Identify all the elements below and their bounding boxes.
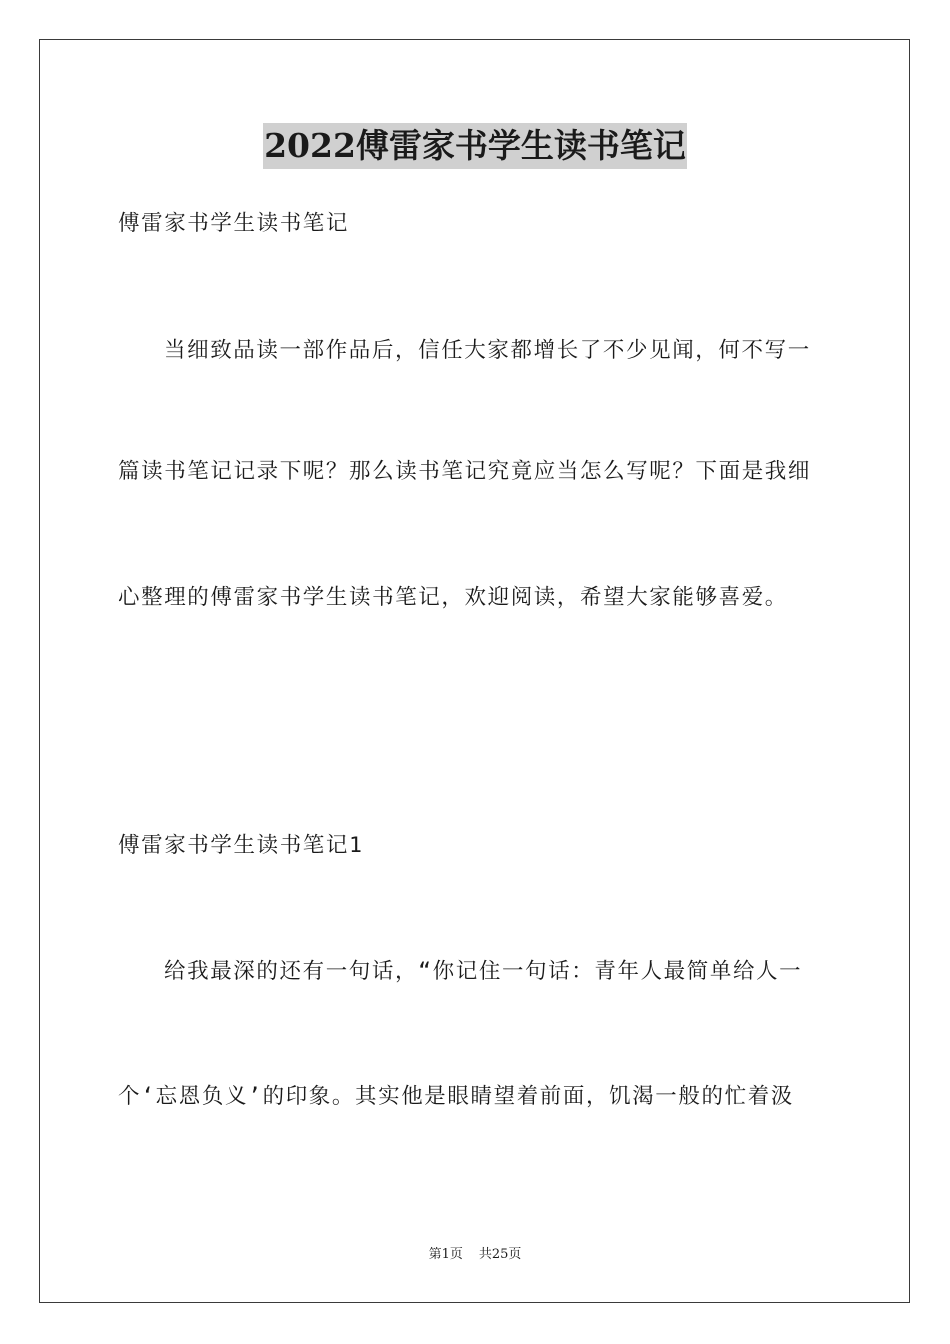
paragraph-line: 心整理的傅雷家书学生读书笔记，欢迎阅读，希望大家能够喜爱。 [118, 585, 788, 610]
paragraph-line: 当细致品读一部作品后，信任大家都增长了不少见闻，何不写一 [164, 338, 811, 363]
section-heading-1: 傅雷家书学生读书笔记1 [118, 833, 364, 858]
paragraph-line: 给我最深的还有一句话，“你记住一句话：青年人最简单给人一 [164, 959, 803, 984]
page-total: 共25页 [478, 1247, 522, 1262]
page-number: 第1页 [428, 1247, 463, 1262]
page-footer [0, 1246, 950, 1264]
document-title: 2022傅雷家书学生读书笔记 [263, 123, 687, 169]
paragraph-line: 篇读书笔记记录下呢？那么读书笔记究竟应当怎么写呢？下面是我细 [118, 459, 812, 484]
section-heading-intro: 傅雷家书学生读书笔记 [118, 211, 350, 236]
paragraph-line: 个‘忘恩负义’的印象。其实他是眼睛望着前面，饥渴一般的忙着汲 [118, 1084, 794, 1109]
document-title-container [0, 123, 950, 169]
